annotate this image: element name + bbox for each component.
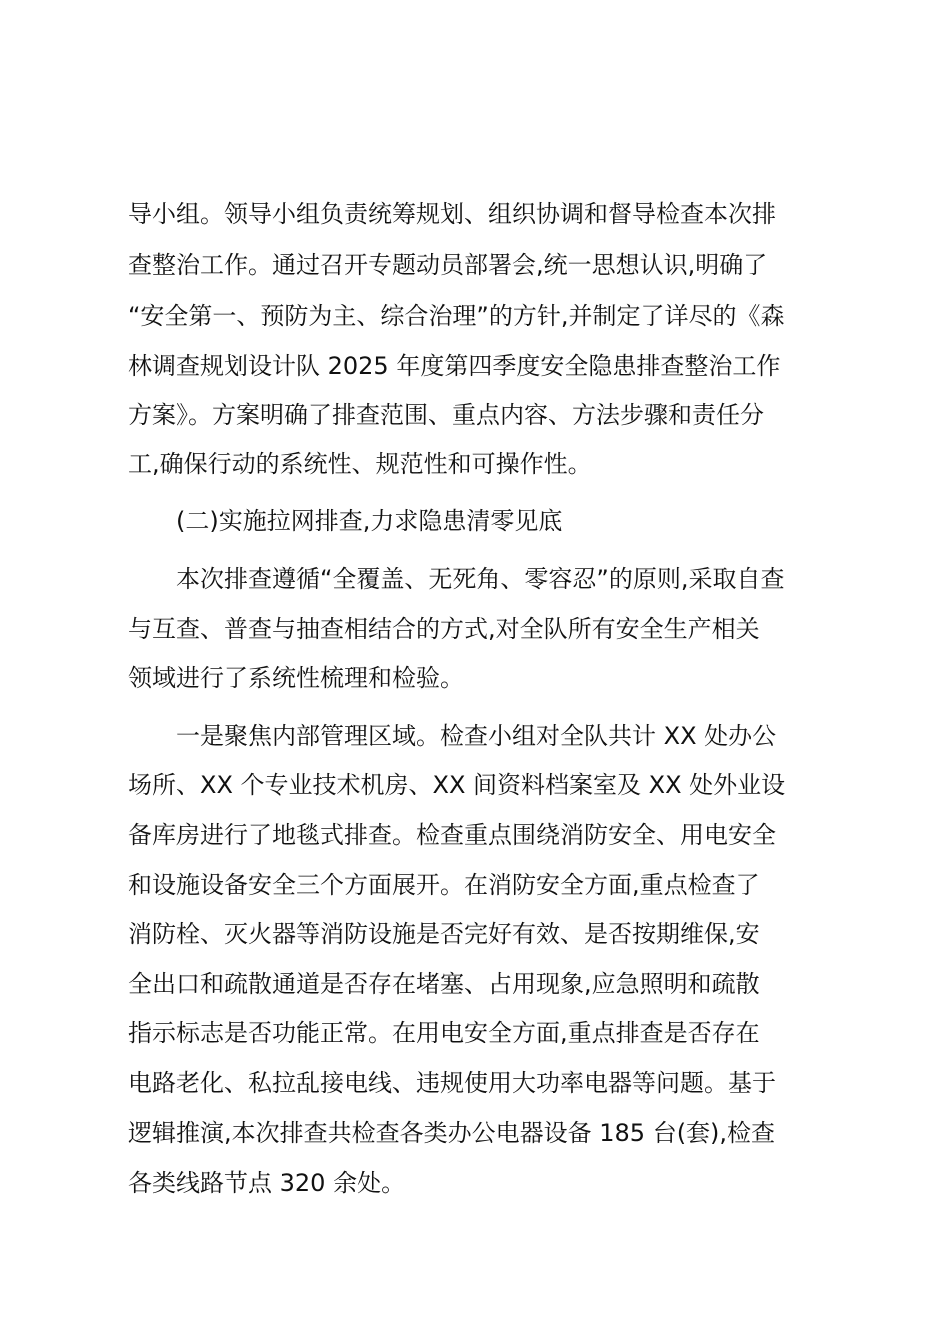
paragraph-line: 本次排查遵循“全覆盖、无死角、零容忍”的原则,采取自查 — [176, 565, 785, 593]
paragraph-line: 领域进行了系统性梳理和检验。 — [128, 664, 464, 692]
paragraph-line: 与互查、普查与抽查相结合的方式,对全队所有安全生产相关 — [128, 615, 760, 643]
paragraph-line: 方案》。方案明确了排查范围、重点内容、方法步骤和责任分 — [128, 401, 764, 429]
paragraph-line: 导小组。领导小组负责统筹规划、组织协调和督导检查本次排 — [128, 200, 776, 228]
paragraph-line: 全出口和疏散通道是否存在堵塞、占用现象,应急照明和疏散 — [128, 970, 760, 998]
paragraph-line: “安全第一、预防为主、综合治理”的方针,并制定了详尽的《森 — [128, 302, 785, 330]
paragraph-line: 备库房进行了地毯式排查。检查重点围绕消防安全、用电安全 — [128, 821, 776, 849]
section-heading: (二)实施拉网排查,力求隐患清零见底 — [176, 507, 563, 535]
paragraph-line: 场所、XX 个专业技术机房、XX 间资料档案室及 XX 处外业设 — [128, 771, 786, 799]
paragraph-line: 各类线路节点 320 余处。 — [128, 1169, 406, 1197]
paragraph-line: 逻辑推演,本次排查共检查各类办公电器设备 185 台(套),检查 — [128, 1119, 776, 1147]
paragraph-line: 一是聚焦内部管理区域。检查小组对全队共计 XX 处办公 — [176, 722, 777, 750]
paragraph-line: 指示标志是否功能正常。在用电安全方面,重点排查是否存在 — [128, 1019, 760, 1047]
paragraph-line: 查整治工作。通过召开专题动员部署会,统一思想认识,明确了 — [128, 251, 768, 279]
paragraph-line: 和设施设备安全三个方面展开。在消防安全方面,重点检查了 — [128, 871, 760, 899]
paragraph-line: 电路老化、私拉乱接电线、违规使用大功率电器等问题。基于 — [128, 1069, 776, 1097]
paragraph-line: 消防栓、灭火器等消防设施是否完好有效、是否按期维保,安 — [128, 920, 760, 948]
paragraph-line: 林调查规划设计队 2025 年度第四季度安全隐患排查整治工作 — [128, 352, 781, 380]
paragraph-line: 工,确保行动的系统性、规范性和可操作性。 — [128, 450, 592, 478]
